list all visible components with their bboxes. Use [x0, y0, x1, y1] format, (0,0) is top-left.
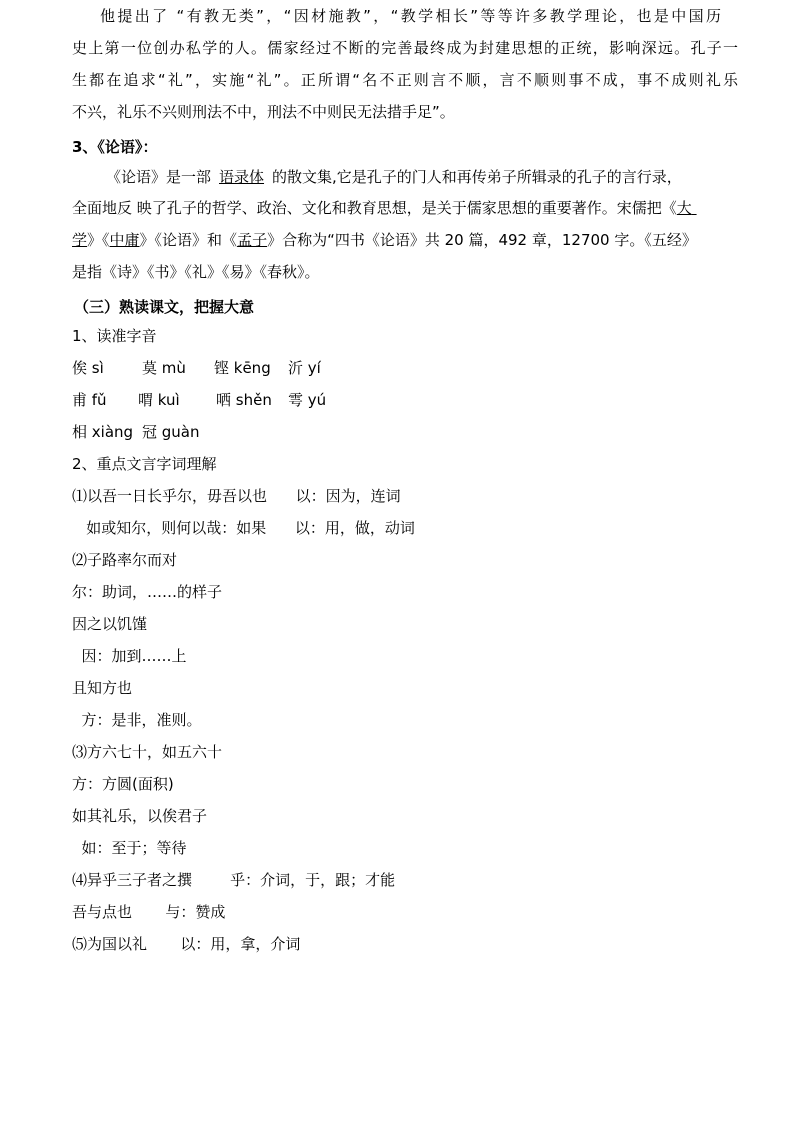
vocab-line: ⑶方六七十，如五六十 [72, 743, 223, 761]
term-daxue-part1: 大 [676, 199, 692, 217]
lunyu-line-2: 全面地反 映了孔子的哲学、政治、文化和教育思想，是关于儒家思想的重要著作。宋儒把《大 [72, 199, 692, 217]
vocab-line: 方：方圆(面积) [72, 775, 174, 793]
vocab-line: 吾与点也 与：赞成 [72, 903, 226, 921]
lunyu-line-1: 《论语》是一部 语录体 的散文集,它是孔子的门人和再传弟子所辑录的孔子的言行录， [106, 168, 682, 186]
term-yuluti: 语录体 [219, 168, 265, 186]
intro-line-3: 生都在追求“礼”，实施“礼”。正所谓“名不正则言不顺，言不顺则事不成，事不成则礼乐 [72, 71, 738, 89]
pronunciation-row-3: 相 xiàng 冠 guàn [72, 423, 200, 441]
lunyu-line-4: 是指《诗》《书》《礼》《易》《春秋》。 [72, 263, 320, 281]
term-daxue-part2: 学 [72, 231, 88, 249]
term-mengzi: 孟子 [237, 231, 268, 249]
section3-heading: （三）熟读课文，把握大意 [74, 298, 255, 316]
pronunciation-row-2: 甫 fǔ 喟 kuì 哂 shěn 雩 yú [72, 391, 327, 409]
section3-sub2: 2、重点文言字词理解 [72, 455, 217, 473]
pronunciation-row-1: 俟 sì 莫 mù 铿 kēng 沂 yí [72, 359, 321, 377]
vocab-line: 尔：助词，……的样子 [72, 583, 223, 601]
vocab-line: ⑴以吾一日长乎尔，毋吾以也 以：因为，连词 [72, 487, 401, 505]
term-zhongyong: 中庸 [109, 231, 140, 249]
vocab-line: 且知方也 [72, 679, 133, 697]
section3-sub1: 1、读准字音 [72, 327, 157, 345]
vocab-line: 如或知尔，则何以哉：如果 以：用，做，动词 [72, 519, 415, 537]
vocab-line: ⑸为国以礼 以：用，拿，介词 [72, 935, 301, 953]
intro-line-1: 他提出了 “有教无类”，“因材施教”，“教学相长”等等许多教学理论，也是中国历 [100, 7, 721, 25]
vocab-line: 方：是非，准则。 [72, 711, 202, 729]
vocab-line: ⑵子路率尔而对 [72, 551, 178, 569]
intro-line-4: 不兴，礼乐不兴则刑法不中，刑法不中则民无法措手足”。 [72, 103, 455, 121]
vocab-line: 因：加到……上 [72, 647, 187, 665]
lunyu-heading: 3、《论语》： [72, 138, 158, 156]
intro-line-2: 史上第一位创办私学的人。儒家经过不断的完善最终成为封建思想的正统，影响深远。孔子一 [72, 39, 738, 57]
vocab-line: ⑷异乎三子者之撰 乎：介词，于，跟；才能 [72, 871, 396, 889]
vocab-line: 如：至于；等待 [72, 839, 187, 857]
lunyu-line-3: 学》《中庸》《论语》和《孟子》合称为“四书《论语》共 20 篇，492 章，12700 字。《五经》 [72, 231, 697, 249]
vocab-line: 如其礼乐，以俟君子 [72, 807, 208, 825]
vocab-line: 因之以饥馑 [72, 615, 148, 633]
